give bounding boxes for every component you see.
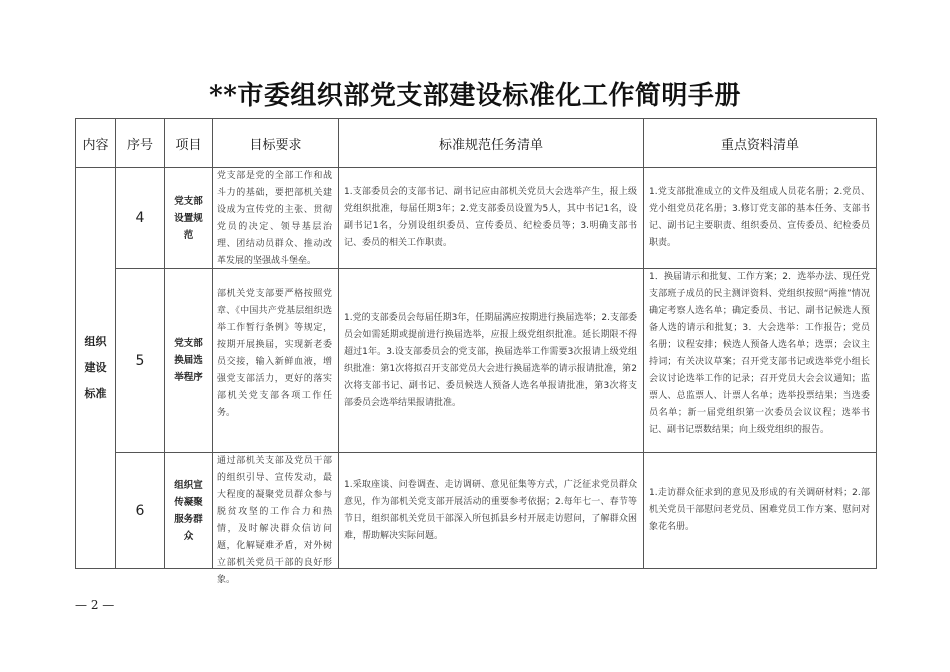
row-goal xyxy=(213,168,339,269)
row-goal xyxy=(213,453,339,585)
row-item-text: 组织宣传凝聚服务群众 xyxy=(174,479,203,542)
header-seq: 序号 xyxy=(116,119,165,168)
row-doc xyxy=(644,453,877,569)
row-seq: 6 xyxy=(116,453,165,569)
section-label xyxy=(76,168,116,569)
row-item xyxy=(165,453,213,569)
header-task: 标准规范任务清单 xyxy=(339,119,644,168)
row-task xyxy=(339,453,644,569)
row-seq: 4 xyxy=(116,168,165,269)
table-row xyxy=(76,269,877,453)
row-goal-text: 部机关党支部要严格按照党章、《中国共产党基层组织选举工作暂行条例》等规定，按期开展换届，实现新老委员交接，输入新鲜血液，增强党支部活力，更好的落实部机关党支部各项工作任务。 xyxy=(217,288,332,418)
row-item-text: 党支部换届选举程序 xyxy=(174,338,203,383)
row-seq: 5 xyxy=(116,269,165,453)
row-item xyxy=(165,168,213,269)
row-task-text: 1.党的支部委员会每届任期3年，任期届满应按期进行换届选举；2.支部委员会如需延期或提前进行换届选举，应报上级党组织批准。延长期限不得超过1年。3.设支部委员会的党支部，换届选举工作需要3次报请上级党组织批准：第1次将拟召开支部党员大会进行换届选举的请示报请批准，第2次将支部书记、副书记、委员候选人预备人选名单报请批准，第3次将支部委员会选举结果报请批准。 xyxy=(344,312,637,408)
row-task-text: 1.支部委员会的支部书记、副书记应由部机关党员大会选举产生，报上级党组织批准，每届任期3年；2.党支部委员设置为5人，其中书记1名，设副书记1名，分别设组织委员、宣传委员、纪检委员等；3.明确支部书记、委员的相关工作职责。 xyxy=(344,187,637,248)
header-content: 内容 xyxy=(76,119,116,168)
row-task xyxy=(339,168,644,269)
table-row xyxy=(76,453,877,569)
page-number: — 2 — xyxy=(75,598,115,612)
table-row xyxy=(76,168,877,269)
row-task-text: 1.采取座谈、问卷调查、走访调研、意见征集等方式，广泛征求党员群众意见，作为部机关党支部开展活动的重要参考依据；2.每年七一、春节等节日，组织部机关党员干部深入所包抓县乡村开展走访慰问，了解群众困难，帮助解决实际问题。 xyxy=(344,479,637,541)
row-goal xyxy=(213,269,339,453)
row-goal-text: 通过部机关支部及党员干部的组织引导、宣传发动，最大程度的凝聚党员群众参与脱贫攻坚的工作合力和热情，及时解决群众信访问题，化解疑难矛盾，对外树立部机关党员干部的良好形象。 xyxy=(217,456,332,585)
row-doc-text: 1．换届请示和批复、工作方案；2．选举办法、现任党支部班子成员的民主测评资料、党组织按照“两推”情况确定考察人选名单；确定委员、书记、副书记候选人预备人选的请示和批复；3．大会选举：工作报告；党员名册；议程安排；候选人预备人选名单；选票；会议主持词；有关决议草案；召开党支部书记或选举党小组长会议讨论选举工作的记录；召开党员大会会议通知；监票人、总监票人、计票人名单；选举投票结果；当选委员名单；新一届党组织第一次委员会议议程；选举书记、副书记票数结果；向上级党组织的报告。 xyxy=(649,272,870,435)
standards-table xyxy=(75,118,877,585)
row-doc-text: 1.走访群众征求到的意见及形成的有关调研材料；2.部机关党员干部慰问老党员、困难党员工作方案、慰问对象花名册。 xyxy=(649,488,870,532)
row-doc xyxy=(644,269,877,453)
row-item-text: 党支部设置规范 xyxy=(174,195,203,241)
row-goal-text: 党支部是党的全部工作和战斗力的基础，要把部机关建设成为宣传党的主张、贯彻党员的决定、领导基层治理、团结动员群众、推动改革发展的坚强战斗堡垒。 xyxy=(217,171,332,266)
row-task xyxy=(339,269,644,453)
header-doc: 重点资料清单 xyxy=(644,119,877,168)
section-label-text: 组织建设标准 xyxy=(84,335,107,400)
row-doc xyxy=(644,168,877,269)
document-title: **市委组织部党支部建设标准化工作简明手册 xyxy=(209,81,741,111)
row-doc-text: 1.党支部批准成立的文件及组成人员花名册；2.党员、党小组党员花名册；3.修订党支部的基本任务、支部书记、副书记主要职责、组织委员、宣传委员、纪检委员职责。 xyxy=(649,187,870,248)
table-header-row xyxy=(76,119,877,168)
row-item xyxy=(165,269,213,453)
header-item: 项目 xyxy=(165,119,213,168)
header-goal: 目标要求 xyxy=(213,119,339,168)
